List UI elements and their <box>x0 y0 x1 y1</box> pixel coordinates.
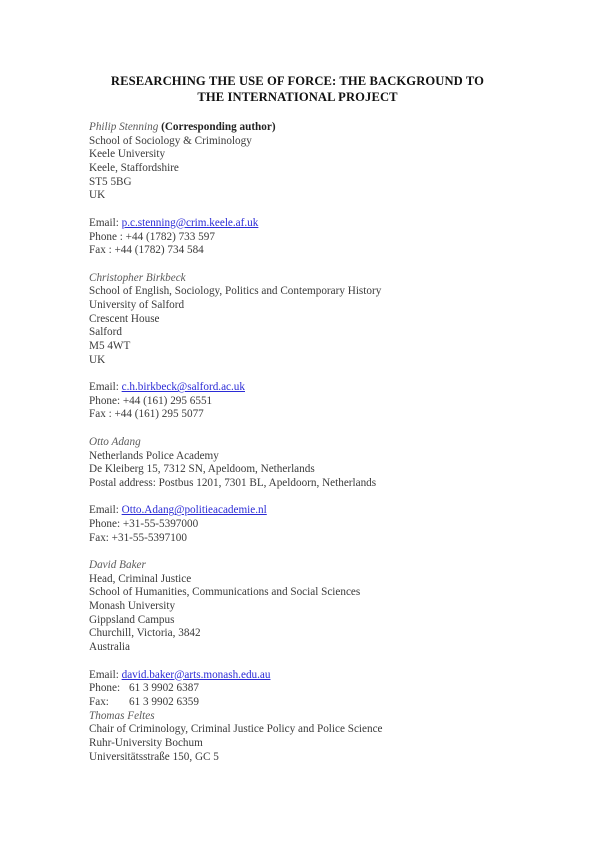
address-line: De Kleiberg 15, 7312 SN, Apeldoom, Netherlands <box>89 463 315 476</box>
address-line: Gippsland Campus <box>89 613 175 626</box>
author-name: Christopher Birkbeck <box>89 271 186 284</box>
author-block-feltes <box>89 710 549 765</box>
author-name: David Baker <box>89 559 146 571</box>
author-name: Philip Stenning <box>89 121 159 133</box>
address-line: Head, Criminal Justice <box>89 572 192 585</box>
address-line: School of Sociology & Criminology <box>89 134 252 147</box>
fax-line: Fax : +44 (161) 295 5077 <box>89 408 204 421</box>
address-line: ST5 5BG <box>89 175 132 188</box>
phone-line: Phone: +31-55-5397000 <box>89 517 199 530</box>
address-line: University of Salford <box>89 298 185 311</box>
fax-line: Fax: +31-55-5397100 <box>89 531 187 544</box>
address-line: Monash University <box>89 600 176 613</box>
author-list <box>89 121 549 764</box>
phone-line: Phone: +44 (161) 295 6551 <box>89 394 213 407</box>
address-line: School of Humanities, Communications and Social Sciences <box>89 586 361 599</box>
author-name: Otto Adang <box>89 435 141 448</box>
address-line: UK <box>89 189 106 202</box>
email-label: Email: <box>89 504 122 517</box>
address-line: UK <box>89 353 106 366</box>
title-line-1: RESEARCHING THE USE OF FORCE: THE BACKGROUND TO <box>110 74 485 88</box>
author-block-birkbeck <box>89 272 549 423</box>
address-line: Salford <box>89 326 122 339</box>
address-line: Keele, Staffordshire <box>89 162 179 175</box>
address-line: Ruhr-University Bochum <box>89 736 203 749</box>
title-line-2: THE INTERNATIONAL PROJECT <box>197 90 398 104</box>
address-line: Keele University <box>89 148 166 161</box>
fax-label: Fax: <box>89 695 109 708</box>
author-block-adang <box>89 436 549 546</box>
address-line: Crescent House <box>89 312 160 325</box>
author-name: Thomas Feltes <box>89 709 155 722</box>
address-line: Churchill, Victoria, 3842 <box>89 627 201 640</box>
fax-line: Fax : +44 (1782) 734 584 <box>89 244 204 257</box>
email-link[interactable]: Otto.Adang@politieacademie.nl <box>121 504 267 517</box>
author-block-stenning <box>89 121 549 258</box>
email-link[interactable]: p.c.stenning@crim.keele.af.uk <box>121 216 259 229</box>
address-line: Australia <box>89 641 131 654</box>
email-label: Email: <box>89 216 122 229</box>
email-link[interactable]: david.baker@arts.monash.edu.au <box>121 668 271 681</box>
email-label: Email: <box>89 381 122 394</box>
address-line: Netherlands Police Academy <box>89 449 219 462</box>
address-line: M5 4WT <box>89 340 131 352</box>
email-label: Email: <box>89 668 122 681</box>
phone-value: 61 3 9902 6387 <box>129 682 199 695</box>
author-block-baker <box>89 559 549 710</box>
address-line: Chair of Criminology, Criminal Justice Policy and Police Science <box>89 723 383 736</box>
email-link[interactable]: c.h.birkbeck@salford.ac.uk <box>121 381 245 394</box>
address-line: Universitätsstraße 150, GC 5 <box>89 750 219 763</box>
fax-value: 61 3 9902 6359 <box>129 695 199 708</box>
corresponding-author-label: (Corresponding author) <box>161 121 276 133</box>
phone-label: Phone: <box>89 682 121 695</box>
address-line: School of English, Sociology, Politics and Contemporary History <box>89 285 382 298</box>
address-line: Postal address: Postbus 1201, 7301 BL, Apeldoorn, Netherlands <box>89 476 377 489</box>
phone-line: Phone : +44 (1782) 733 597 <box>89 230 215 243</box>
document-title <box>60 73 535 105</box>
